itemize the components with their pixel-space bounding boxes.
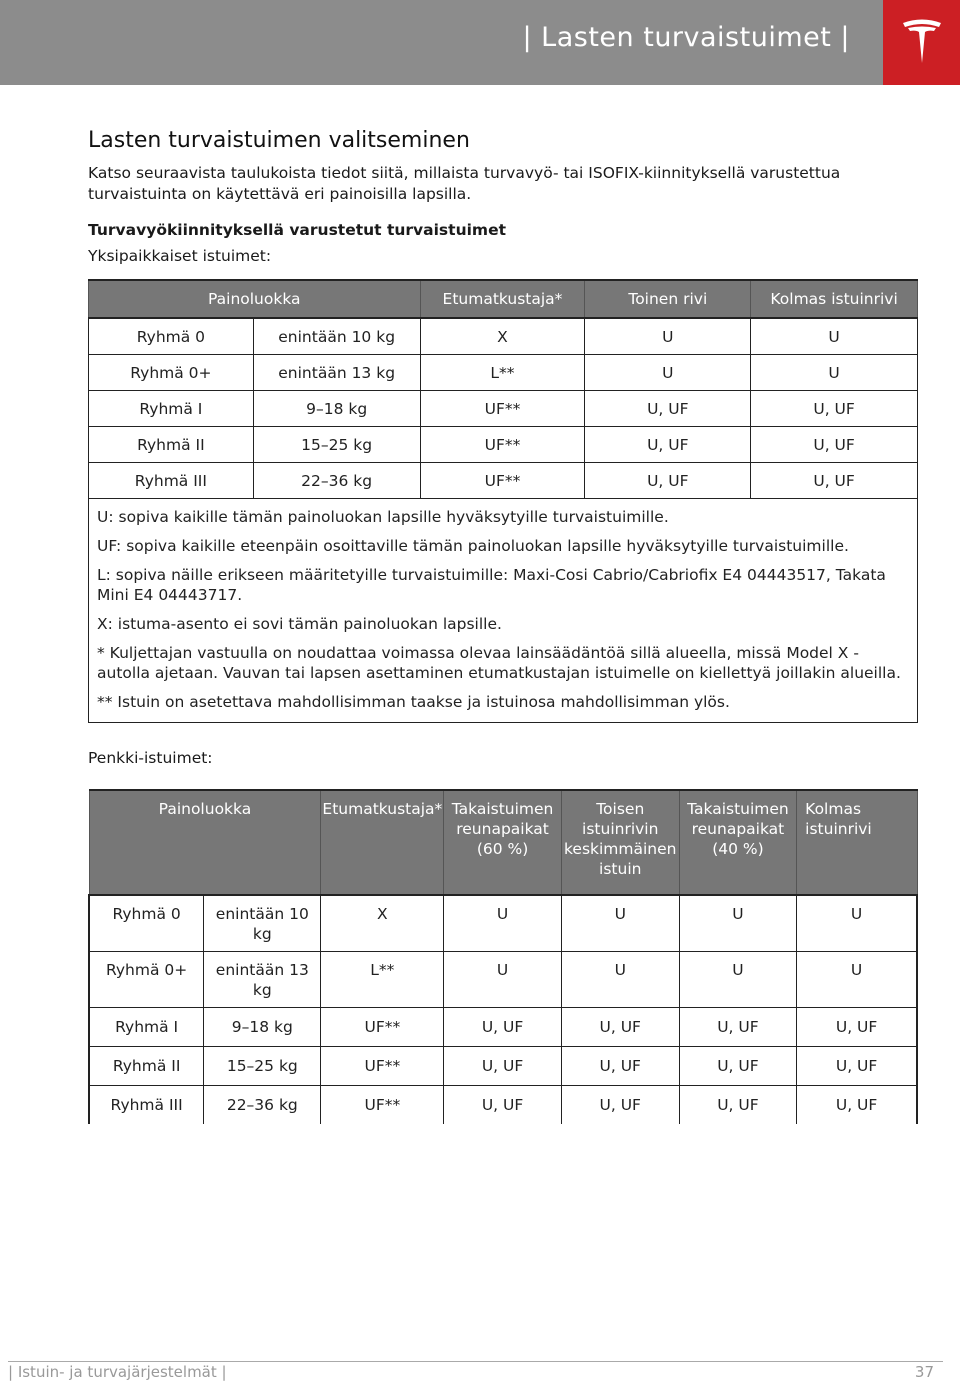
- table-cell: X: [420, 318, 585, 355]
- table-cell: 9–18 kg: [204, 1007, 321, 1046]
- table-header-cell: Kolmas istuinrivi: [797, 790, 917, 895]
- notes-row: [89, 499, 918, 723]
- table-cell: U, UF: [561, 1007, 679, 1046]
- table-header-cell: Etumatkustaja*: [420, 280, 585, 318]
- table-cell: U: [679, 951, 796, 1007]
- table-header-cell: Toisen istuinrivin keskimmäinen istuin: [561, 790, 679, 895]
- table-cell: U, UF: [679, 1085, 796, 1124]
- table-row: [89, 1046, 917, 1085]
- table-cell: Ryhmä 0+: [89, 355, 254, 391]
- table-cell: U: [797, 951, 917, 1007]
- brand-logo-box: [883, 0, 960, 85]
- table-cell: U: [444, 951, 561, 1007]
- table-cell: Ryhmä III: [89, 463, 254, 499]
- table-row: [89, 391, 918, 427]
- table-cell: L**: [420, 355, 585, 391]
- intro-text: Katso seuraavista taulukoista tiedot siitä, millaista turvavyö- tai ISOFIX-kiinnityksellä varustettua turvaistuinta on käytettävä eri painoisilla lapsilla.: [88, 164, 841, 203]
- footer-divider: [8, 1361, 943, 1362]
- table-row: [89, 1007, 917, 1046]
- table-cell: enintään 10 kg: [253, 318, 420, 355]
- table-header-cell: Kolmas istuinrivi: [751, 280, 918, 318]
- table-cell: U, UF: [797, 1046, 917, 1085]
- table-cell: U, UF: [797, 1085, 917, 1124]
- table-cell: enintään 10 kg: [204, 895, 321, 951]
- single-seats-table: [88, 279, 918, 723]
- page-number: 37: [914, 1363, 934, 1381]
- table-cell: U: [585, 355, 751, 391]
- table-row: [89, 355, 918, 391]
- table-cell: 15–25 kg: [204, 1046, 321, 1085]
- table-cell: 9–18 kg: [253, 391, 420, 427]
- table-cell: U, UF: [585, 427, 751, 463]
- table-cell: U: [797, 895, 917, 951]
- table-row: [89, 318, 918, 355]
- table-cell: Ryhmä II: [89, 1046, 204, 1085]
- table-cell: Ryhmä I: [89, 1007, 204, 1046]
- legend-note: L: sopiva näille erikseen määritetyille turvaistuimille: Maxi-Cosi Cabrio/Cabriofix E4 04443517, Takata Mini E4 04443717.: [97, 566, 886, 604]
- table-cell: UF**: [420, 463, 585, 499]
- table-row: [89, 1085, 917, 1124]
- table-cell: 15–25 kg: [253, 427, 420, 463]
- table-cell: UF**: [321, 1085, 444, 1124]
- table-cell: UF**: [321, 1007, 444, 1046]
- table-cell: Ryhmä II: [89, 427, 254, 463]
- table-row: [89, 951, 917, 1007]
- table-cell: U, UF: [751, 463, 918, 499]
- table-cell: Ryhmä 0+: [89, 951, 204, 1007]
- legend-note: * Kuljettajan vastuulla on noudattaa voimassa olevaa lainsäädäntöä sillä alueella, missä Model X -autolla ajetaan. Vauvan tai lapsen asettaminen etumatkustajan istuimelle on kiellettyä joillakin alueilla.: [97, 644, 901, 682]
- section-heading: Lasten turvaistuimen valitseminen: [88, 128, 470, 153]
- table-cell: U, UF: [561, 1046, 679, 1085]
- table-header-cell: Painoluokka: [89, 790, 321, 895]
- page-header: [0, 0, 960, 85]
- legend-note: UF: sopiva kaikille eteenpäin osoittaville tämän painoluokan lapsille hyväksytyille turvaistuimille.: [97, 537, 849, 555]
- table-cell: U: [561, 895, 679, 951]
- single-seats-label: Yksipaikkaiset istuimet:: [88, 247, 272, 265]
- table-cell: U, UF: [444, 1007, 561, 1046]
- table-cell: U, UF: [751, 427, 918, 463]
- main-content: [88, 128, 918, 1124]
- table-cell: U: [444, 895, 561, 951]
- table-cell: Ryhmä 0: [89, 318, 254, 355]
- bench-seats-label: Penkki-istuimet:: [88, 749, 213, 767]
- table-cell: U, UF: [585, 391, 751, 427]
- tesla-logo-icon: [901, 17, 943, 65]
- footer-section-title: | Istuin- ja turvajärjestelmät |: [8, 1363, 227, 1381]
- table-header-cell: Takaistuimen reunapaikat (40 %): [679, 790, 796, 895]
- table-header-cell: Painoluokka: [89, 280, 421, 318]
- table-cell: U: [751, 318, 918, 355]
- table-cell: U, UF: [585, 463, 751, 499]
- table-cell: U: [561, 951, 679, 1007]
- table-cell: U, UF: [751, 391, 918, 427]
- table-header-cell: Takaistuimen reunapaikat (60 %): [444, 790, 561, 895]
- legend-note: U: sopiva kaikille tämän painoluokan lapsille hyväksytyille turvaistuimille.: [97, 508, 669, 526]
- notes-cell: [89, 499, 918, 723]
- table-cell: Ryhmä I: [89, 391, 254, 427]
- table-cell: U: [751, 355, 918, 391]
- legend-note: X: istuma-asento ei sovi tämän painoluokan lapsille.: [97, 615, 502, 633]
- table-cell: Ryhmä 0: [89, 895, 204, 951]
- header-title: | Lasten turvaistuimet |: [522, 22, 850, 53]
- table-cell: U, UF: [797, 1007, 917, 1046]
- table-cell: X: [321, 895, 444, 951]
- table-header-cell: Toinen rivi: [585, 280, 751, 318]
- subheading: Turvavyökiinnityksellä varustetut turvaistuimet: [88, 221, 506, 239]
- table-cell: L**: [321, 951, 444, 1007]
- table-header-row: [89, 790, 917, 895]
- table-cell: U, UF: [679, 1046, 796, 1085]
- legend-note: ** Istuin on asetettava mahdollisimman taakse ja istuinosa mahdollisimman ylös.: [97, 693, 730, 711]
- bench-seats-table: [88, 789, 918, 1124]
- table-header-row: [89, 280, 918, 318]
- table-header-cell: Etumatkustaja*: [321, 790, 444, 895]
- table-cell: enintään 13 kg: [253, 355, 420, 391]
- table-row: [89, 427, 918, 463]
- table-cell: U: [679, 895, 796, 951]
- table-cell: U, UF: [679, 1007, 796, 1046]
- table-cell: Ryhmä III: [89, 1085, 204, 1124]
- table-cell: U, UF: [444, 1046, 561, 1085]
- table-cell: U: [585, 318, 751, 355]
- table-cell: U, UF: [444, 1085, 561, 1124]
- table-cell: 22–36 kg: [204, 1085, 321, 1124]
- table-cell: UF**: [420, 427, 585, 463]
- table-row: [89, 463, 918, 499]
- table-cell: enintään 13 kg: [204, 951, 321, 1007]
- table-cell: 22–36 kg: [253, 463, 420, 499]
- table-cell: U, UF: [561, 1085, 679, 1124]
- table-cell: UF**: [321, 1046, 444, 1085]
- table-row: [89, 895, 917, 951]
- table-cell: UF**: [420, 391, 585, 427]
